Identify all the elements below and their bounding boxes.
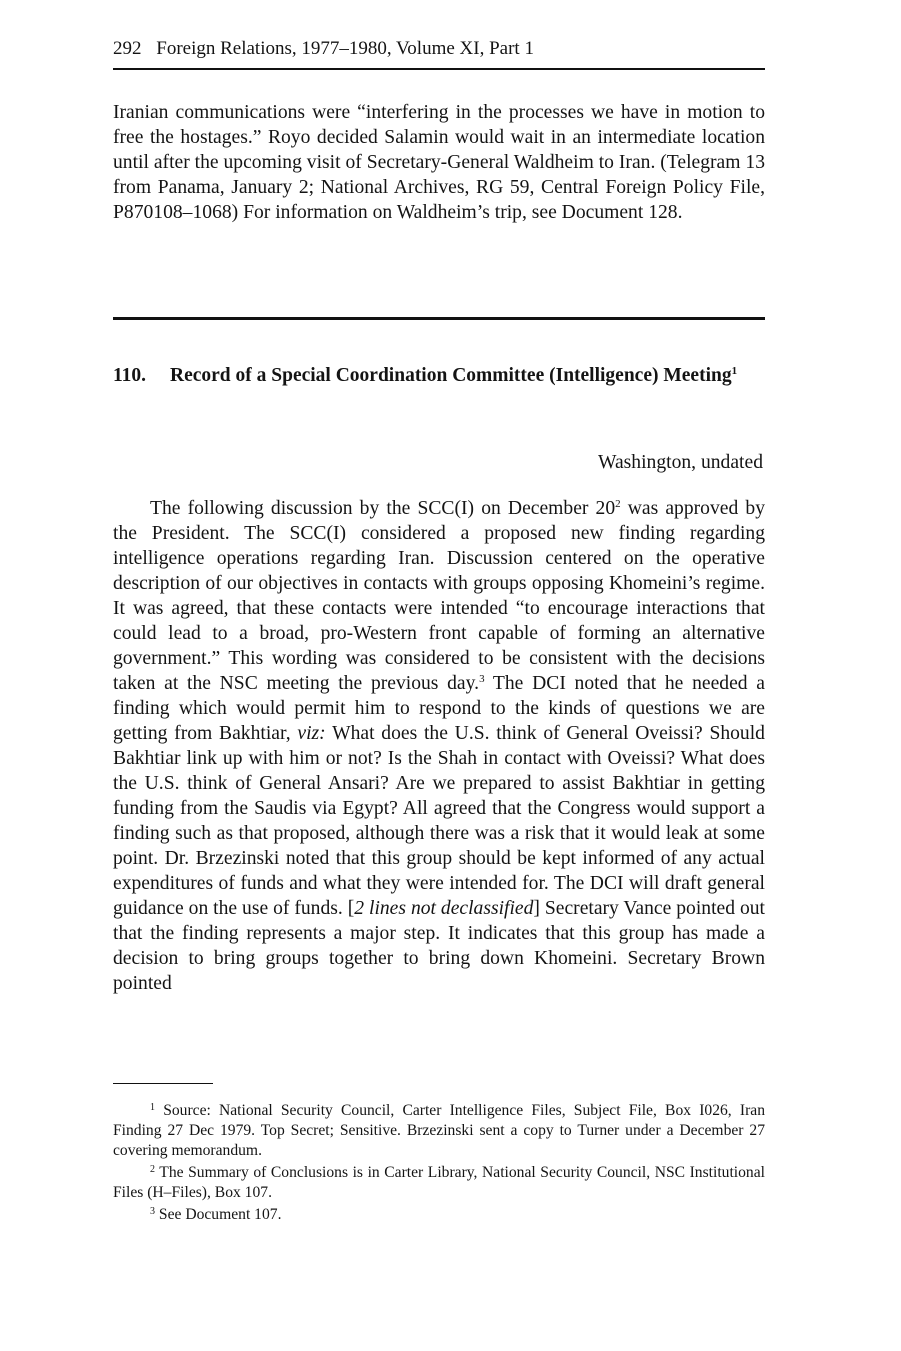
footnote-mark-1: 1 — [150, 1102, 155, 1113]
footnote-mark-3: 3 — [150, 1206, 155, 1217]
dateline: Washington, undated — [598, 452, 763, 473]
running-header — [113, 36, 765, 62]
footnote-text-1: Source: National Security Council, Carter Intelligence Files, Subject File, Box I026, Iran Finding 27 Dec 1979. Top Secret; Sensitive. Brzezinski sent a copy to Turner under a December 27 covering memorandum. — [113, 1102, 765, 1159]
document-number: 110. — [113, 365, 147, 386]
footnote-ref-1[interactable]: 1 — [731, 365, 738, 377]
body-paragraph — [113, 496, 765, 996]
not-declassified-note: 2 lines not declassified — [354, 898, 534, 919]
running-title: Foreign Relations, 1977–1980, Volume XI, Part 1 — [156, 38, 534, 59]
body-part-3: The DCI noted that he needed a finding which would permit him to respond to the kinds of questions we are getting from Bakhtiar, — [113, 673, 765, 744]
footnote-text-2: The Summary of Conclusions is in Carter Library, National Security Council, NSC Institutional Files (H–Files), Box 107. — [113, 1164, 765, 1201]
footnote-2 — [113, 1163, 765, 1203]
document-heading — [113, 363, 765, 388]
footnote-text-3: See Document 107. — [158, 1206, 282, 1223]
footnote-ref-2[interactable]: 2 — [615, 498, 621, 510]
footnotes — [113, 1101, 765, 1227]
footnote-3 — [113, 1205, 765, 1225]
section-rule — [113, 317, 765, 320]
document-title: Record of a Special Coordination Committee (Intelligence) Meeting — [170, 365, 732, 386]
body-part-2: was approved by the President. The SCC(I) considered a proposed new finding regarding intelligence operations regarding Iran. Discussion centered on the operative description of our objectives in contacts with groups opposing Khomeini’s regime. It was agreed, that these contacts were intended “to encourage interactions that could lead to a broad, pro-Western front capable of forming an alternative government.” This wording was considered to be consistent with the decisions taken at the NSC meeting the previous day. — [113, 498, 765, 694]
body-part-1: The following discussion by the SCC(I) on December 20 — [150, 498, 616, 519]
footnote-ref-3[interactable]: 3 — [479, 673, 485, 685]
footnote-1 — [113, 1101, 765, 1161]
header-rule — [113, 68, 765, 70]
viz-italic: viz: — [297, 723, 326, 744]
footnote-mark-2: 2 — [150, 1164, 155, 1175]
document-title-wrap — [170, 363, 765, 388]
page-number: 292 — [113, 38, 142, 59]
carryover-paragraph: Iranian communications were “interfering in the processes we have in motion to free the hostages.” Royo decided Salamin would wait in an intermediate location until after the upcoming visit of Secretary-General Waldheim to Iran. (Telegram 13 from Panama, January 2; National Archives, RG 59, Central Foreign Policy File, P870108–1068) For information on Waldheim’s trip, see Document 128. — [113, 102, 765, 223]
body-part-4: What does the U.S. think of General Oveissi? Should Bakhtiar link up with him or not? Is the Shah in contact with Oveissi? What does the U.S. think of General Ansari? Are we prepared to assist Bakhtiar in getting funding from the Saudis via Egypt? All agreed that the Congress would support a finding such as that proposed, although there was a risk that it would leak at some point. Dr. Brzezinski noted that this group should be kept informed of any actual expenditures of funds and what they were intended for. The DCI will draft general guidance on the use of funds. [ — [113, 723, 765, 919]
body-part-5: ] Secretary Vance pointed out that the finding represents a major step. It indicates that this group has made a decision to bring groups together to bring down Khomeini. Secretary Brown pointed — [113, 898, 765, 994]
footnote-rule — [113, 1083, 213, 1084]
